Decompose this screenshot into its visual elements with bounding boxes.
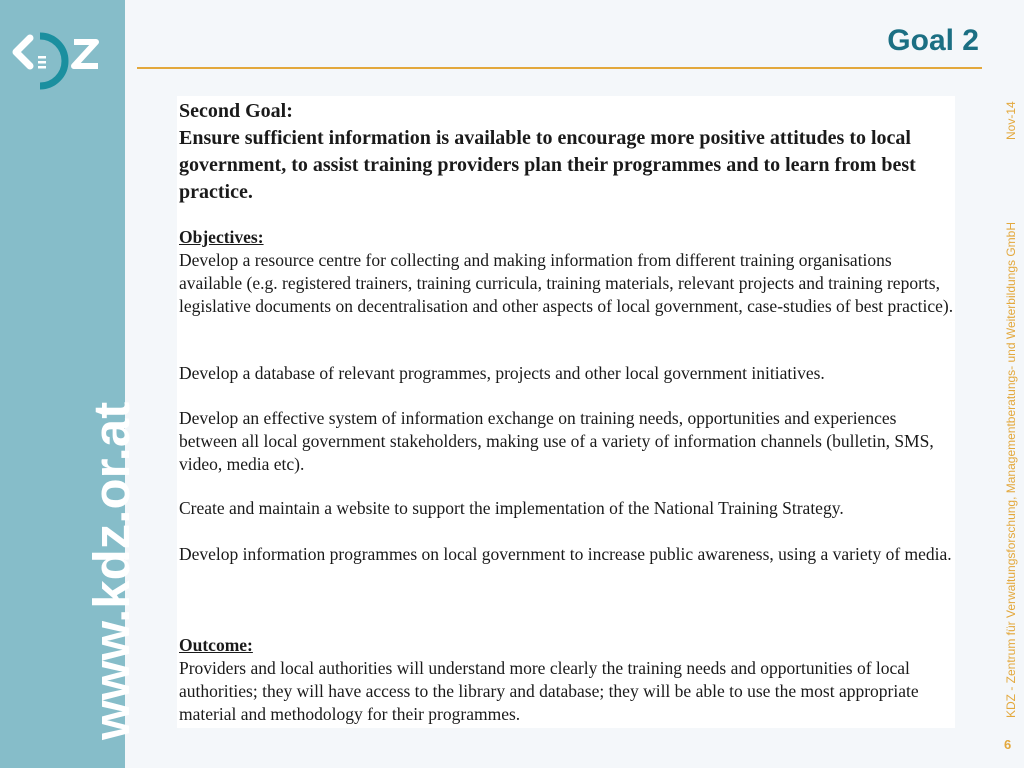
kdz-logo <box>10 30 106 94</box>
side-organization: KDZ - Zentrum für Verwaltungsforschung, Managementberatungs- und Weiterbildungs GmbH <box>1004 221 1018 718</box>
goal-heading <box>179 98 955 206</box>
sidebar-url: www.kdz.or.at <box>83 401 140 740</box>
slide-title: Goal 2 <box>887 24 979 57</box>
document-image <box>177 96 955 728</box>
title-divider <box>137 67 982 69</box>
outcome-section <box>179 634 955 726</box>
objective-item: Develop an effective system of information exchange on training needs, opportunities and experiences between all local government stakeholders, making use of a variety of information channels (bulletin, SMS, video, media etc). <box>179 408 934 474</box>
objective-item: Develop a database of relevant programmes, projects and other local government initiatives. <box>179 363 825 383</box>
objectives-label: Objectives: <box>179 227 264 247</box>
outcome-label: Outcome: <box>179 635 253 655</box>
objective-item: Develop a resource centre for collecting and making information from different training organisations available (e.g. registered trainers, training curricula, training materials, relevant projects and training reports, legislative documents on decentralisation and other aspects of local government, case-studies of best practice). <box>179 250 954 316</box>
side-date: Nov-14 <box>1004 101 1018 140</box>
goal-text: Ensure sufficient information is available to encourage more positive attitudes to local government, to assist training providers plan their programmes and to learn from best practice. <box>179 127 916 203</box>
objectives-section <box>179 226 955 318</box>
outcome-text: Providers and local authorities will understand more clearly the training needs and opportunities of local authorities; they will have access to the library and database; they will be able to use the most appropriate material and methodology for their programmes. <box>179 658 919 724</box>
objective-item: Create and maintain a website to support the implementation of the National Training Strategy. <box>179 498 844 518</box>
page-number: 6 <box>1004 737 1012 752</box>
goal-label: Second Goal: <box>179 100 293 122</box>
objective-item: Develop information programmes on local government to increase public awareness, using a variety of media. <box>179 544 952 564</box>
sidebar <box>0 0 140 768</box>
